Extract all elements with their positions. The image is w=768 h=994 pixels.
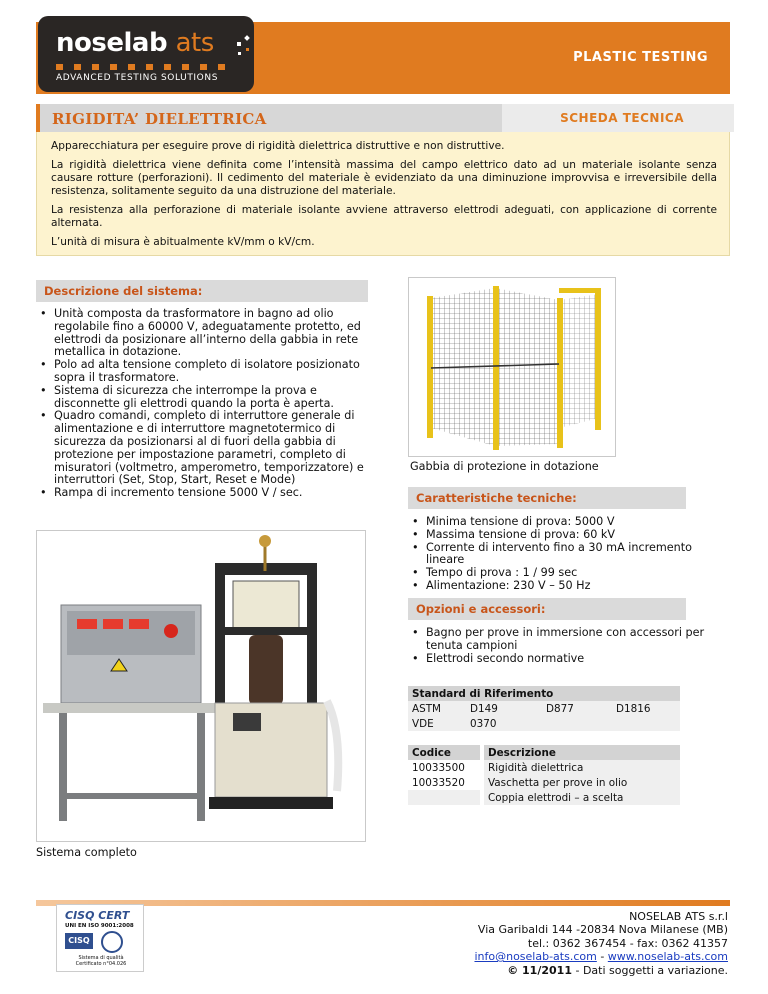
cage-photo <box>408 277 616 457</box>
table-cell: D149 <box>466 701 542 716</box>
cisq-logo: CISQ <box>65 933 93 949</box>
intro-paragraph: L’unità di misura è abitualmente kV/mm o kV/cm. <box>51 236 315 248</box>
table-row <box>408 790 680 805</box>
section-heading-features: Caratteristiche tecniche: <box>408 487 686 509</box>
company-phones: tel.: 0362 367454 - fax: 0362 41357 <box>527 936 728 950</box>
system-illustration <box>37 531 366 842</box>
system-list <box>38 308 368 500</box>
table-header-row <box>408 745 680 760</box>
table-row <box>408 716 680 731</box>
table-cell <box>408 790 482 805</box>
list-item: • Rampa di incremento tensione 5000 V / sec. <box>38 487 368 500</box>
footer-contact <box>474 910 728 977</box>
seal-icon <box>101 931 123 953</box>
cage-illustration <box>409 278 616 457</box>
certification-badge <box>56 904 144 972</box>
table-cell: 10033500 <box>408 760 482 775</box>
list-item: • Corrente di intervento fino a 30 mA incremento lineare <box>410 542 700 568</box>
table-cell: VDE <box>408 716 466 731</box>
table-cell: D877 <box>542 701 612 716</box>
list-item: • Quadro comandi, completo di interruttore generale di alimentazione e di interruttore magnetotermico di sicurezza da posizionarsi al di fuori della gabbia di protezione per impostazione parametri, completo di misuratori (voltmetro, amperometro, temporizzatore) e interruttori (Set, Stop, Start, Reset e Mode) <box>38 410 368 487</box>
table-row <box>408 701 680 716</box>
intro-paragraph: Apparecchiatura per eseguire prove di rigidità dielettrica distruttive e non distruttive. <box>51 140 505 152</box>
copyright-date: © 11/2011 <box>507 963 572 977</box>
footer-note <box>474 964 728 977</box>
intro-paragraph: La resistenza alla perforazione di materiale isolante avviene attraverso elettrodi adeguati, con applicazione di corrente alternata. <box>51 204 717 229</box>
table-row <box>408 760 680 775</box>
title-bar <box>36 104 730 132</box>
list-item: • Minima tensione di prova: 5000 V <box>410 516 700 529</box>
disclaimer: - Dati soggetti a variazione. <box>571 963 728 977</box>
cert-brand: CISQ CERT <box>65 909 130 922</box>
company-name: NOSELAB ATS s.r.l <box>629 910 728 923</box>
list-item: • Alimentazione: 230 V – 50 Hz <box>410 580 700 593</box>
list-item: • Sistema di sicurezza che interrompe la prova e disconnette gli elettrodi quando la porta è aperta. <box>38 385 368 411</box>
page-title: RIGIDITA’ DIELETTRICA <box>52 110 267 128</box>
website-link[interactable]: www.noselab-ats.com <box>607 950 728 964</box>
list-item: • Elettrodi secondo normative <box>410 653 706 666</box>
logo-wordmark: noselab ats <box>56 28 214 58</box>
column-header-description: Descrizione <box>482 745 680 760</box>
category-label: PLASTIC TESTING <box>573 50 708 65</box>
features-list <box>410 516 700 593</box>
list-item: • Unità composta da trasformatore in bagno ad olio regolabile fino a 60000 V, adeguatamente protetto, ed elettrodi da posizionare all’interno della gabbia in rete metallica in dotazione. <box>38 308 368 359</box>
standards-table <box>408 686 680 731</box>
table-cell: 10033520 <box>408 775 482 790</box>
intro-paragraph: La rigidità dielettrica viene definita come l’intensità massima del campo elettrico dato ad un materiale isolante senza causare rotture (perforazioni). Il cedimento del materiale è evidenziato da una diminuzione improvvisa e irreversibile della resistenza, solitamente seguito da una distruzione del materiale. <box>51 159 717 197</box>
logo-dots <box>56 64 226 70</box>
section-heading-options: Opzioni e accessori: <box>408 598 686 620</box>
system-photo <box>36 530 366 842</box>
cert-line: Sistema di qualità <box>78 955 124 961</box>
cert-text <box>61 955 141 967</box>
system-caption: Sistema completo <box>36 846 137 859</box>
table-cell: Rigidità dielettrica <box>482 760 680 775</box>
table-cell: D1816 <box>612 701 680 716</box>
cert-line: Certificato n°04.026 <box>75 961 127 967</box>
intro-box <box>36 132 730 256</box>
list-item: • Massima tensione di prova: 60 kV <box>410 529 700 542</box>
list-item: • Polo ad alta tensione completo di isolatore posizionato sopra il trasformatore. <box>38 359 368 385</box>
company-logo <box>38 16 254 92</box>
table-cell: Vaschetta per prove in olio <box>482 775 680 790</box>
contact-links <box>474 950 728 963</box>
table-cell <box>612 716 680 731</box>
options-list <box>410 627 706 665</box>
table-cell: 0370 <box>466 716 542 731</box>
table-row <box>408 775 680 790</box>
table-header-row <box>408 686 680 701</box>
email-link[interactable]: info@noselab-ats.com <box>474 950 597 964</box>
company-address: Via Garibaldi 144 -20834 Nova Milanese (MB) <box>477 923 728 937</box>
cage-caption: Gabbia di protezione in dotazione <box>410 460 599 473</box>
table-cell <box>542 716 612 731</box>
document-type: SCHEDA TECNICA <box>560 111 684 125</box>
table-cell: Coppia elettrodi – a scelta <box>482 790 680 805</box>
table-cell: ASTM <box>408 701 466 716</box>
link-separator: - <box>596 950 608 964</box>
section-heading-system: Descrizione del sistema: <box>36 280 368 302</box>
list-item: • Bagno per prove in immersione con accessori per tenuta campioni <box>410 627 706 653</box>
codes-table <box>408 745 680 805</box>
cert-norm: UNI EN ISO 9001:2008 <box>65 923 134 929</box>
list-item: • Tempo di prova : 1 / 99 sec <box>410 567 700 580</box>
logo-tagline: ADVANCED TESTING SOLUTIONS <box>56 73 219 83</box>
logo-sparkle-icon <box>234 32 254 62</box>
standards-heading: Standard di Riferimento <box>408 686 680 701</box>
column-header-code: Codice <box>408 745 482 760</box>
